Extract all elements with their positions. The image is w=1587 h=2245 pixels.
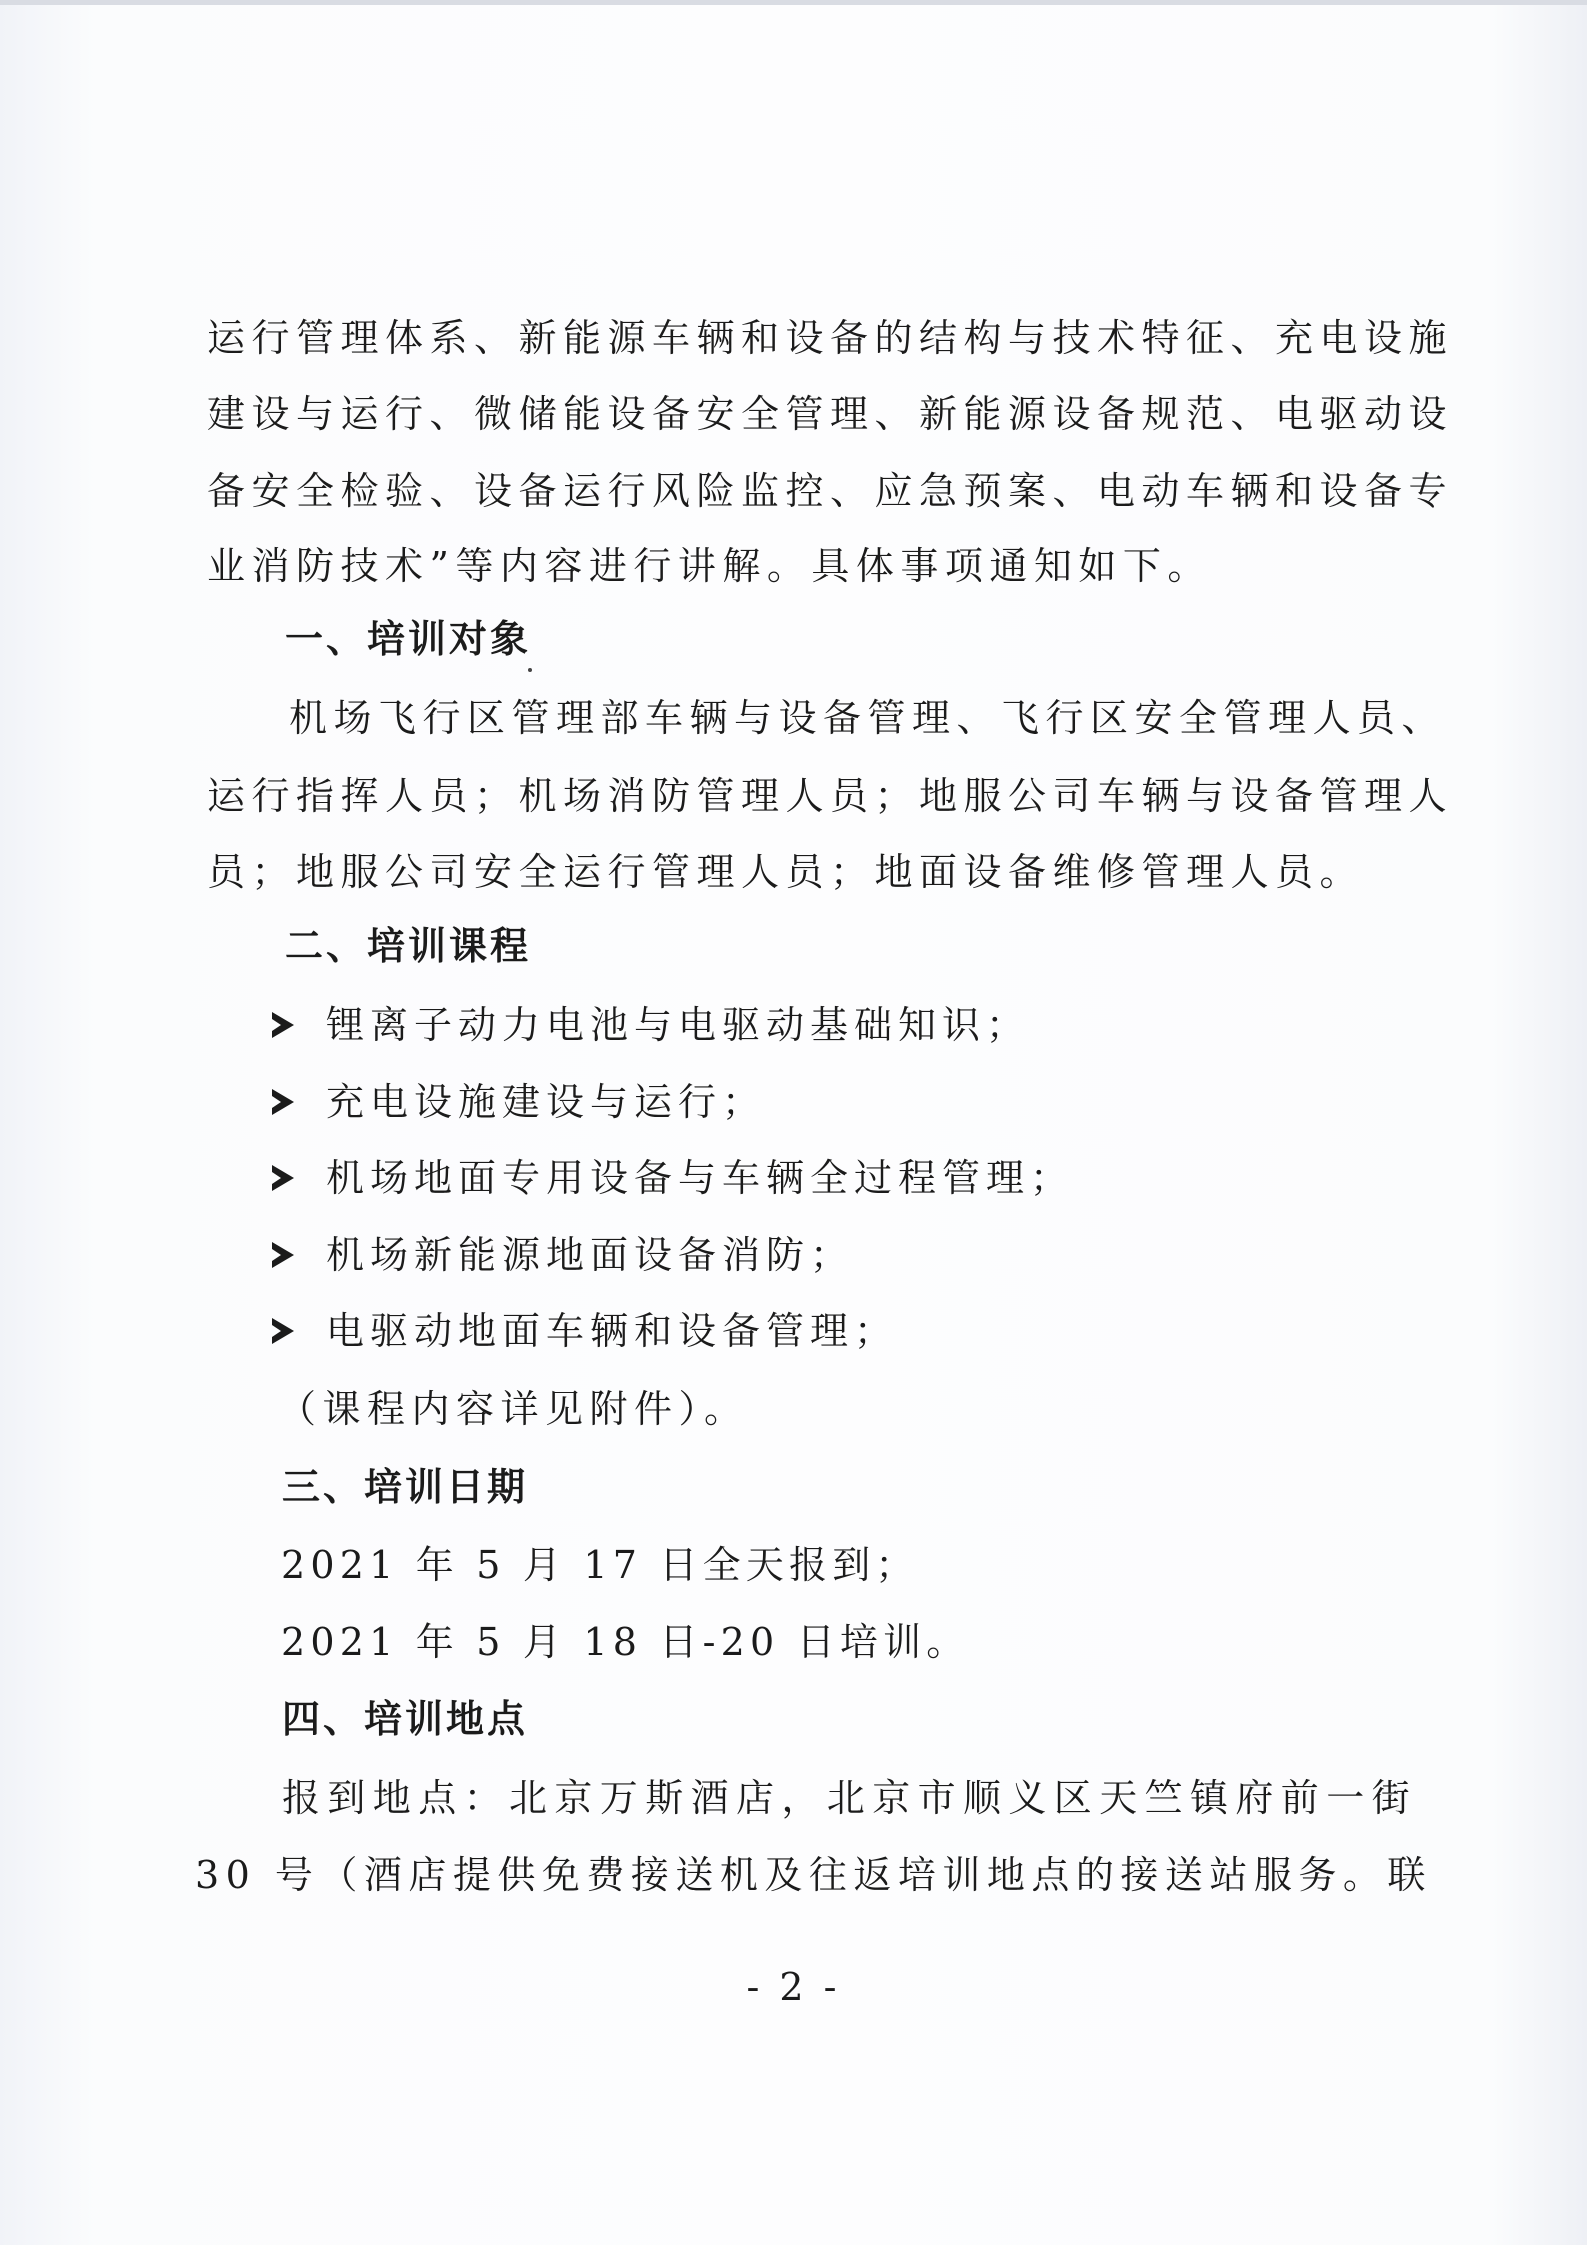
course-item-label: 电驱动地面车辆和设备管理； <box>326 1309 899 1353</box>
section-4-heading: 四、培训地点 <box>282 1697 529 1741</box>
section-1-heading: 一、培训对象 <box>285 617 532 661</box>
section-1-line-3: 员；地服公司安全运行管理人员；地面设备维修管理人员。 <box>207 850 1365 894</box>
course-item-label: 机场地面专用设备与车辆全过程管理； <box>326 1156 1075 1200</box>
section-1-line-2: 运行指挥人员；机场消防管理人员；地服公司车辆与设备管理人 <box>207 774 1454 818</box>
arrow-bullet-icon <box>272 1242 294 1268</box>
location-line-1: 报到地点：北京万斯酒店，北京市顺义区天竺镇府前一街 <box>282 1776 1418 1820</box>
course-note: （课程内容详见附件）。 <box>278 1387 749 1431</box>
course-item <box>272 1306 898 1356</box>
intro-line-4: 业消防技术”等内容进行讲解。具体事项通知如下。 <box>207 544 1212 588</box>
course-item <box>272 1153 1074 1203</box>
scan-top-edge <box>0 0 1587 5</box>
section-3-heading: 三、培训日期 <box>282 1465 529 1509</box>
course-item <box>272 1077 766 1127</box>
arrow-bullet-icon <box>272 1089 294 1115</box>
section-1-line-1: 机场飞行区管理部车辆与设备管理、飞行区安全管理人员、 <box>289 696 1447 740</box>
arrow-bullet-icon <box>272 1165 294 1191</box>
arrow-bullet-icon <box>272 1318 294 1344</box>
course-item <box>272 1230 854 1280</box>
page-number: - 2 - <box>746 1965 841 2009</box>
section-2-heading: 二、培训课程 <box>285 924 532 968</box>
course-item-label: 机场新能源地面设备消防； <box>326 1233 855 1277</box>
intro-line-1: 运行管理体系、新能源车辆和设备的结构与技术特征、充电设施 <box>207 316 1454 360</box>
arrow-bullet-icon <box>272 1012 294 1038</box>
date-line-2: 2021 年 5 月 18 日-20 日培训。 <box>281 1620 970 1664</box>
date-line-1: 2021 年 5 月 17 日全天报到； <box>281 1543 919 1587</box>
course-item-label: 锂离子动力电池与电驱动基础知识； <box>326 1003 1031 1047</box>
intro-line-3: 备安全检验、设备运行风险监控、应急预案、电动车辆和设备专 <box>207 469 1454 513</box>
course-item <box>272 1000 1030 1050</box>
location-line-2: 30 号（酒店提供免费接送机及往返培训地点的接送站服务。联 <box>195 1853 1432 1897</box>
course-item-label: 充电设施建设与运行； <box>326 1080 767 1124</box>
scan-speck <box>528 668 532 672</box>
intro-line-2: 建设与运行、微储能设备安全管理、新能源设备规范、电驱动设 <box>207 392 1454 436</box>
